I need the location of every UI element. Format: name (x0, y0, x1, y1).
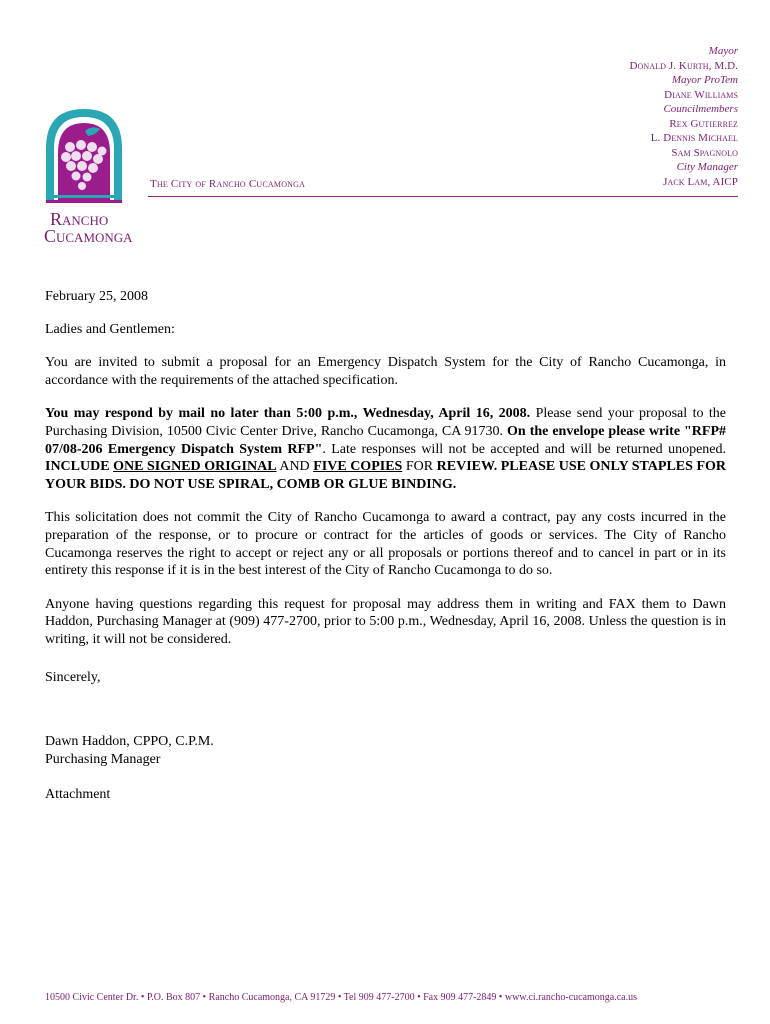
letter-date: February 25, 2008 (45, 289, 149, 304)
svg-text:ANCHO: ANCHO (62, 213, 109, 228)
city-name: The City of Rancho Cucamonga (150, 178, 306, 190)
official-role: Mayor ProTem (671, 74, 738, 86)
attachment-note: Attachment (45, 787, 111, 803)
official-role: Mayor (708, 45, 738, 57)
logo-text-cucamonga: C (44, 226, 57, 246)
official-role: Councilmembers (663, 103, 738, 115)
paragraph-invitation: You are invited to submit a proposal for an Emergency Dispatch System for the City of Rancho Cucamonga, in accordance with the requirements of the attached specification. (45, 355, 726, 388)
five-copies: FIVE COPIES (313, 459, 403, 475)
city-logo (40, 103, 140, 248)
official-role: City Manager (676, 161, 738, 173)
footer-contact: 10500 Civic Center Dr. • P.O. Box 807 • Rancho Cucamonga, CA 91729 • Tel 909 477-2700 • Fax 909 477-2849 • www.ci.rancho-cucamonga.ca.us (45, 992, 637, 1003)
paragraph-questions: Anyone having questions regarding this request for proposal may address them in writing and FAX them to Dawn Haddon, Purchasing Manager at (909) 477-2700, prior to 5:00 p.m., Wednesday, April 16, 2008. Unless the question is in writing, it will not be considered. (45, 596, 726, 647)
signature-block (45, 733, 726, 804)
signer-name: Dawn Haddon, CPPO, C.P.M. (45, 734, 214, 750)
signer-title: Purchasing Manager (45, 751, 161, 767)
letter-body (45, 288, 726, 804)
paragraph-disclaimer: This solicitation does not commit the City of Rancho Cucamonga to award a contract, pay any costs incurred in the preparation of the response, or to procure or contract for the articles of goods or services. The City of Rancho Cucamonga reserves the right to accept or reject any or all proposals or portions thereof and to cancel in part or in its entirety this response if it is in the best interest of the City of Rancho Cucamonga to do so. (45, 510, 726, 579)
logo-text-rancho: R (50, 209, 63, 229)
salutation: Ladies and Gentlemen: (45, 321, 175, 337)
letterhead-divider (148, 196, 738, 197)
city-seal-graphic (40, 103, 140, 248)
closing: Sincerely, (45, 669, 101, 685)
official-name: Diane Williams (664, 88, 738, 101)
official-name: L. Dennis Michael (650, 132, 738, 144)
official-name: Jack Lam, AICP (663, 175, 738, 188)
paragraph-response-instructions: You may respond by mail no later than 5:00 p.m., Wednesday, April 16, 2008. Please send your proposal to the Purchasing Division, 10500 Civic Center Drive, Rancho Cucamonga, CA 91730. On the envelope please write "RFP# 07/08-206 Emergency Dispatch System RFP". Late responses will not be accepted and will be returned unopened. INCLUDE ONE SIGNED ORIGINAL AND FIVE COPIES FOR REVIEW. PLEASE USE ONLY STAPLES FOR YOUR BIDS. DO NOT USE SPIRAL, COMB OR GLUE BINDING. (45, 406, 726, 492)
officials-list (629, 44, 738, 189)
svg-text:UCAMONGA: UCAMONGA (56, 230, 133, 245)
official-name: Rex Gutierrez (669, 117, 738, 130)
envelope-instruction: On the envelope please write "RFP# 07/08-206 Emergency Dispatch System RFP" (45, 423, 726, 457)
official-name: Donald J. Kurth, M.D. (629, 59, 738, 72)
official-name: Sam Spagnolo (671, 146, 738, 159)
deadline-text: You may respond by mail no later than 5:00 p.m., Wednesday, April 16, 2008. (45, 406, 531, 422)
binding-instruction: REVIEW. PLEASE USE ONLY STAPLES FOR YOUR BIDS. DO NOT USE SPIRAL, COMB OR GLUE BINDING. (45, 459, 726, 492)
one-signed-original: ONE SIGNED ORIGINAL (113, 459, 277, 475)
